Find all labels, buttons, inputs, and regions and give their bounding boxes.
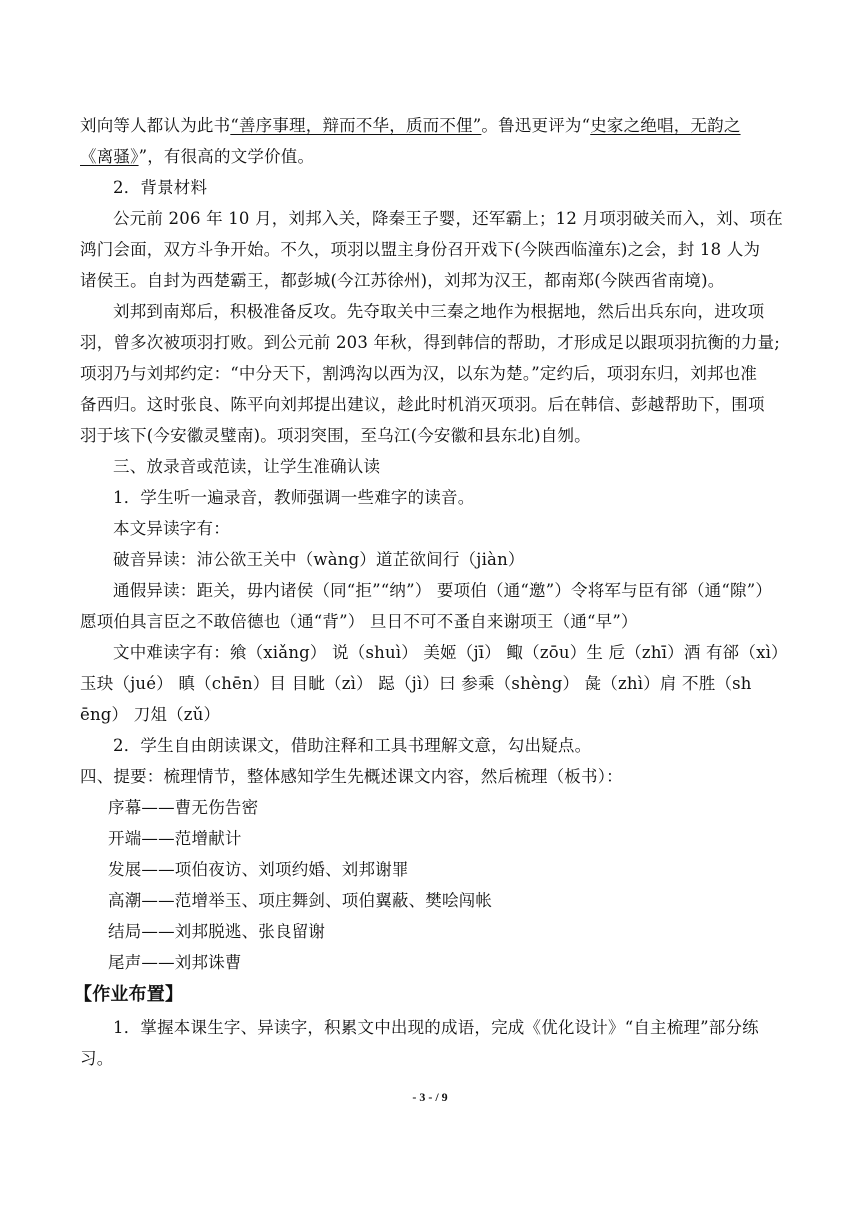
underlined-quote: 史家之绝唱，无韵之	[590, 116, 741, 135]
paragraph-line: 玉玦（jué） 瞋（chēn）目 目眦（zì） 跽（jì）曰 参乘（shèng） 彘（zhì）肩 不胜（sh	[80, 674, 752, 693]
outline-item: 结局——刘邦脱逃、张良留谢	[108, 922, 326, 941]
paragraph-line: 通假异读：距关，毋内诸侯（同“拒”“纳”） 要项伯（通“邀”）令将军与臣有郤（通“隙”）	[113, 581, 773, 600]
paragraph-line: ēng） 刀俎（zǔ）	[80, 705, 221, 724]
outline-item: 序幕——曹无伤告密	[108, 798, 259, 817]
paragraph-line: 鸿门会面，双方斗争开始。不久，项羽以盟主身份召开戏下(今陕西临潼东)之会，封 18 人为	[80, 240, 761, 259]
page-number: - 3 - / 9	[412, 1090, 448, 1104]
outline-item: 尾声——刘邦诛曹	[108, 953, 242, 972]
paragraph-line: 刘邦到南郑后，积极准备反攻。先夺取关中三秦之地作为根据地，然后出兵东向，进攻项	[113, 302, 765, 321]
paragraph-line: 本文异读字有：	[113, 519, 230, 538]
paragraph-line: 公元前 206 年 10 月，刘邦入关，降秦王子婴，还军霸上；12 月项羽破关而入，刘、项在	[113, 209, 783, 228]
paragraph-line: 1．掌握本课生字、异读字，积累文中出现的成语，完成《优化设计》“自主梳理”部分练	[113, 1018, 759, 1037]
paragraph-line: 愿项伯具言臣之不敢倍德也（通“背”） 旦日不可不蚤自来谢项王（通“早”）	[80, 612, 638, 631]
paragraph-line: 文中难读字有：飨（xiǎng） 说（shuì） 美姬（jī） 鲰（zōu）生 卮（zhī）酒 有郤（xì）	[113, 643, 788, 662]
paragraph-line: 《离骚》”，有很高的文学价值。	[80, 147, 315, 166]
outline-item: 开端——范增献计	[108, 829, 242, 848]
paragraph-line: 刘向等人都认为此书“善序事理，辩而不华，质而不俚”。鲁迅更评为“史家之绝唱，无韵之	[80, 116, 741, 135]
homework-heading: 【作业布置】	[74, 984, 184, 1005]
paragraph-line: 备西归。这时张良、陈平向刘邦提出建议，趁此时机消灭项羽。后在韩信、彭越帮助下，围项	[80, 395, 765, 414]
paragraph-line: 羽，曾多次被项羽打败。到公元前 203 年秋，得到韩信的帮助，才形成足以跟项羽抗衡的力量;	[80, 333, 781, 352]
paragraph-line: 2．学生自由朗读课文，借助注释和工具书理解文意，勾出疑点。	[113, 736, 592, 755]
section-heading: 2．背景材料	[113, 178, 208, 197]
paragraph-line: 项羽乃与刘邦约定：“中分天下，割鸿沟以西为汉，以东为楚。”定约后，项羽东归，刘邦也准	[80, 364, 758, 383]
paragraph-line: 破音异读：沛公欲王关中（wàng）道芷欲间行（jiàn）	[113, 550, 525, 569]
section-heading: 三、放录音或范读，让学生准确认读	[113, 457, 381, 476]
underlined-quote: “善序事理，辩而不华，质而不俚”	[230, 116, 482, 135]
paragraph-line: 羽于垓下(今安徽灵璧南)。项羽突围，至乌江(今安徽和县东北)自刎。	[80, 426, 591, 445]
paragraph-line: 诸侯王。自封为西楚霸王，都彭城(今江苏徐州)，刘邦为汉王，都南郑(今陕西省南境)。	[80, 271, 725, 290]
underlined-quote: 《离骚》	[80, 147, 139, 166]
outline-item: 高潮——范增举玉、项庄舞剑、项伯翼蔽、樊哙闯帐	[108, 891, 493, 910]
outline-item: 发展——项伯夜访、刘项约婚、刘邦谢罪	[108, 860, 409, 879]
paragraph-line: 习。	[80, 1049, 114, 1068]
paragraph-line: 1．学生听一遍录音，教师强调一些难字的读音。	[113, 488, 475, 507]
section-heading: 四、提要：梳理情节，整体感知学生先概述课文内容，然后梳理（板书）：	[80, 767, 623, 786]
